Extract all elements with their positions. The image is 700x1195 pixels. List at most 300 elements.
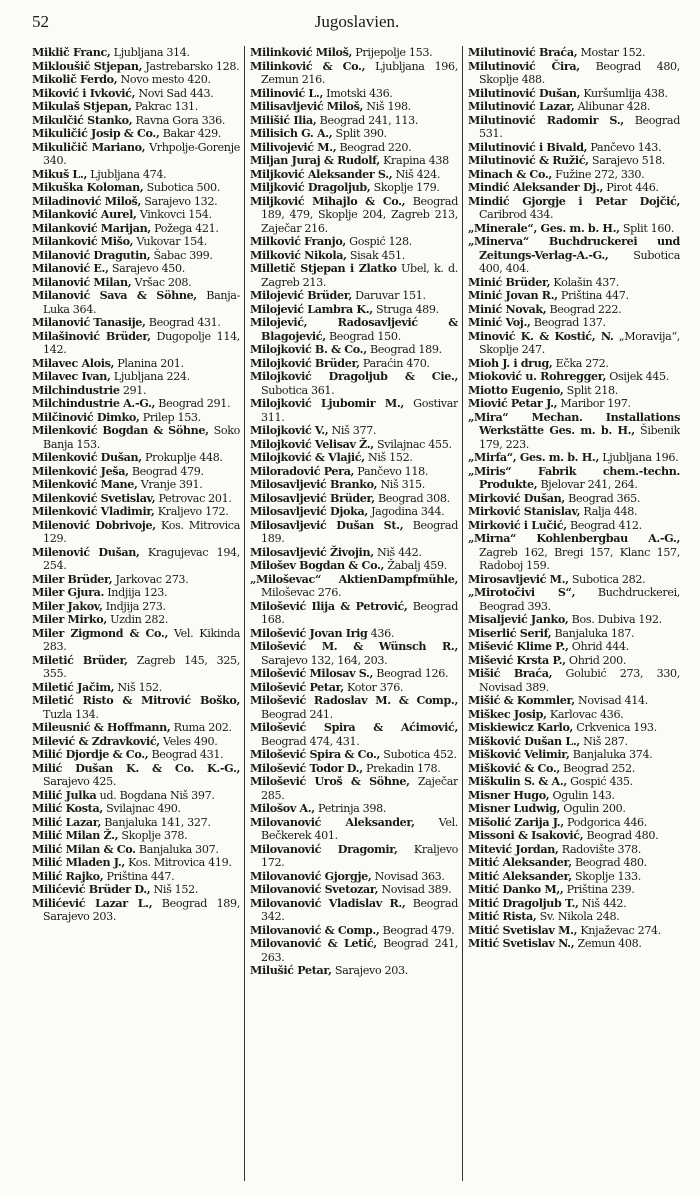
entry-name: Milojević Lambra K.,: [250, 302, 373, 316]
directory-entry: [468, 100, 680, 114]
entry-details: ud. Bogdana Niš 397.: [99, 788, 215, 802]
entry-name: Milenković Vladimir,: [32, 505, 155, 518]
entry-name: Milišić Ilia,: [250, 113, 317, 127]
entry-details: Jastrebarsko 128.: [145, 59, 240, 73]
directory-entry: [468, 532, 680, 573]
entry-name: „Mira“ Mechan. Installations Werkstätte Ges. m. b. H.,: [468, 410, 680, 437]
entry-name: Mišković Dušan L.,: [468, 734, 580, 748]
entry-name: Mišić Braća,: [468, 667, 553, 680]
entry-name: Miškec Josip,: [468, 707, 547, 721]
entry-name: Miskiewicz Karlo,: [468, 721, 574, 734]
entry-details: Buchdruckerei, Beograd 393.: [479, 586, 680, 613]
entry-details: Bos. Dubiva 192.: [571, 613, 662, 626]
entry-details: Gospić 435.: [570, 775, 633, 788]
directory-entry: [32, 46, 240, 60]
entry-name: Miladinović Miloš,: [32, 194, 142, 208]
entry-details: Imotski 436.: [326, 86, 393, 100]
entry-details: Subotica 361.: [261, 383, 335, 397]
entry-details: Novisad 363.: [374, 869, 445, 883]
directory-entry: [250, 303, 458, 317]
entry-name: Milenković Svetislav,: [32, 491, 156, 505]
entry-name: Milošević Spira & Aćimović,: [250, 721, 458, 734]
entry-name: Milovanović Vladislav R.,: [250, 896, 406, 910]
entry-name: Miović Petar J.,: [468, 397, 558, 410]
page-header: [32, 12, 682, 36]
entry-name: Milchindustrie A.-G.,: [32, 397, 156, 410]
entry-details: Sarajevo 203.: [334, 964, 408, 977]
directory-entry: [468, 816, 680, 830]
entry-details: Pančevo 143.: [590, 140, 662, 154]
directory-entry: [468, 357, 680, 371]
entry-details: Beograd 531.: [479, 113, 680, 140]
directory-entry: [250, 546, 458, 560]
entry-name: „Miloševac“ AktienDampfmühle,: [250, 572, 458, 586]
entry-details: Niš 424.: [395, 167, 441, 181]
directory-entry: [250, 559, 458, 573]
column-1: [32, 46, 240, 1181]
entry-details: Novi Sad 443.: [138, 86, 214, 100]
directory-entry: [468, 802, 680, 816]
directory-entry: [468, 330, 680, 357]
directory-entry: [250, 870, 458, 884]
directory-entry: [250, 519, 458, 546]
entry-name: Milić Lazar,: [32, 815, 102, 829]
entry-details: Mostar 152.: [580, 46, 646, 59]
entry-details: Indjija 273.: [105, 599, 166, 613]
directory-entry: [32, 681, 240, 695]
entry-details: Beograd 189, 479, Skoplje 204, Zagreb 213, Zaječar 216.: [261, 194, 458, 235]
page-number: 52: [32, 12, 49, 31]
entry-name: Mioković u. Rohregger,: [468, 370, 607, 383]
entry-name: Milosavljević Branko,: [250, 478, 378, 491]
entry-details: Beograd 431.: [151, 748, 224, 761]
directory-entry: [250, 937, 458, 964]
entry-details: Priština 447.: [106, 869, 175, 883]
entry-name: Misner Ludwig,: [468, 802, 561, 815]
entry-name: Milenović Dušan,: [32, 545, 140, 559]
entry-name: Mindić Gjorgje i Petar Dojčić,: [468, 194, 680, 208]
directory-entry: [250, 775, 458, 802]
entry-details: Sarajevo 518.: [591, 154, 665, 167]
directory-entry: [250, 235, 458, 249]
column-2: [250, 46, 458, 1181]
entry-name: Milošević Milosav S.,: [250, 667, 374, 680]
entry-details: Niš 152.: [367, 451, 413, 464]
entry-name: Milošević M. & Wünsch R.,: [250, 640, 458, 653]
directory-entry: [32, 357, 240, 371]
directory-entry: [32, 478, 240, 492]
entry-details: Karlovac 436.: [549, 707, 624, 721]
entry-details: Priština 239.: [566, 883, 635, 896]
directory-entry: [32, 694, 240, 721]
entry-details: Beograd 220.: [339, 140, 412, 154]
entry-details: Kolašin 437.: [553, 275, 619, 289]
entry-name: Miloradović Pera,: [250, 464, 355, 478]
entry-name: Milošov A.,: [250, 802, 315, 815]
directory-entry: [32, 816, 240, 830]
directory-entry: [468, 154, 680, 168]
entry-details: Kraljevo 172.: [261, 842, 458, 869]
entry-details: Skoplje 179.: [373, 181, 440, 194]
entry-name: Milošević Radoslav M. & Comp.,: [250, 694, 458, 707]
entry-name: Miljan Juraj & Rudolf,: [250, 154, 380, 167]
directory-entry: [250, 964, 458, 978]
entry-details: Kragujevac 194, 254.: [43, 545, 240, 572]
entry-name: Minović K. & Kostić, N.: [468, 329, 614, 343]
directory-entry: [468, 289, 680, 303]
entry-name: Mišković & Co.,: [468, 761, 560, 775]
entry-details: Niš 315.: [380, 478, 425, 491]
entry-details: Soko Banja 153.: [43, 424, 240, 451]
directory-entry: [468, 937, 680, 951]
entry-details: Split 390.: [335, 127, 387, 140]
directory-entry: [250, 357, 458, 371]
directory-entry: [468, 303, 680, 317]
entry-name: Milutinović Lazar,: [468, 100, 575, 113]
entry-name: Milavec Ivan,: [32, 370, 111, 383]
directory-entry: [32, 87, 240, 101]
entry-name: Miletić Risto & Mitrović Boško,: [32, 694, 240, 707]
entry-name: Mišević Krsta P.,: [468, 653, 566, 667]
entry-details: Beograd 431.: [148, 316, 221, 329]
entry-details: Beograd 189.: [369, 343, 442, 356]
entry-name: Miler Mirko,: [32, 613, 107, 626]
entry-name: Miler Jakov,: [32, 599, 103, 613]
entry-details: Daruvar 151.: [355, 289, 426, 302]
entry-name: Milenović Dobrivoje,: [32, 518, 156, 532]
entry-details: Tuzla 134.: [43, 707, 99, 721]
entry-name: Milavec Alois,: [32, 356, 115, 370]
entry-name: Milić Milan Ž.,: [32, 829, 119, 842]
directory-entry: [468, 573, 680, 587]
entry-details: Beograd 480.: [586, 829, 659, 842]
entry-name: Mirosavljević M.,: [468, 572, 569, 586]
entry-name: Milutinović Braća,: [468, 46, 578, 59]
directory-entry: [32, 897, 240, 924]
entry-details: Sisak 451.: [349, 248, 405, 262]
entry-details: Niš 377.: [331, 424, 377, 437]
entry-name: Milisavljević Miloš,: [250, 100, 364, 113]
directory-entry: [468, 586, 680, 613]
entry-name: Miljković Mihajlo & Co.,: [250, 194, 406, 208]
directory-entry: [32, 546, 240, 573]
directory-entry: [468, 195, 680, 222]
entry-name: Misaljević Janko,: [468, 613, 569, 626]
entry-details: Pakrac 131.: [134, 100, 198, 113]
entry-details: Novo mesto 420.: [120, 73, 211, 86]
directory-entry: [32, 843, 240, 857]
directory-entry: [468, 276, 680, 290]
directory-entry: [250, 60, 458, 87]
directory-columns: [32, 46, 682, 1181]
entry-details: Beograd 126.: [376, 667, 449, 680]
entry-details: Beograd 168.: [261, 599, 458, 626]
entry-details: Beograd 189.: [261, 518, 458, 545]
entry-details: Golubić 273, 330, Novisad 389.: [479, 667, 680, 694]
entry-details: Vel. Kikinda 283.: [43, 626, 240, 653]
directory-entry: [468, 316, 680, 330]
directory-entry: [468, 667, 680, 694]
directory-entry: [250, 897, 458, 924]
entry-details: Beograd 241, 113.: [319, 113, 419, 127]
entry-details: Dugopolje 114, 142.: [43, 329, 240, 356]
entry-details: Vranje 391.: [140, 478, 203, 491]
entry-name: Milchindustrie: [32, 383, 120, 397]
directory-entry: [250, 694, 458, 721]
entry-details: Priština 447.: [560, 289, 629, 302]
entry-details: Prijepolje 153.: [355, 46, 433, 59]
entry-name: Milić Rajko,: [32, 869, 104, 883]
directory-entry: [32, 127, 240, 141]
entry-details: Vrhpolje-Gorenje 340.: [43, 140, 240, 167]
entry-name: Milosavljević Dušan St.,: [250, 518, 404, 532]
directory-entry: [468, 762, 680, 776]
directory-entry: [468, 829, 680, 843]
directory-entry: [468, 843, 680, 857]
entry-name: Milić Kosta,: [32, 802, 103, 815]
directory-entry: [468, 870, 680, 884]
entry-name: Mitić Dragoljub T.,: [468, 896, 579, 910]
entry-details: Niš 152.: [153, 883, 199, 896]
entry-name: Miserlić Serif,: [468, 626, 552, 640]
entry-details: Bjelovar 241, 264.: [540, 478, 638, 491]
directory-entry: [250, 924, 458, 938]
entry-name: Milić Julka: [32, 788, 97, 802]
directory-entry: [468, 694, 680, 708]
directory-entry: [32, 424, 240, 451]
entry-details: Svilajnac 455.: [377, 437, 452, 451]
entry-name: Mikuška Koloman,: [32, 181, 144, 194]
entry-details: Niš 287.: [583, 734, 628, 748]
entry-name: Mindić Aleksander Dj.,: [468, 181, 603, 194]
entry-details: Jarkovac 273.: [115, 572, 189, 586]
directory-entry: [250, 424, 458, 438]
entry-name: Mitić Danko M,,: [468, 883, 564, 896]
entry-details: Zemun 408.: [577, 937, 642, 950]
directory-entry: [32, 721, 240, 735]
entry-name: Milojković V.,: [250, 424, 329, 437]
entry-details: Maribor 197.: [560, 397, 631, 410]
directory-entry: [250, 478, 458, 492]
entry-name: Milletič Stjepan i Zlatko: [250, 262, 397, 275]
directory-entry: [32, 60, 240, 74]
directory-entry: [32, 249, 240, 263]
directory-entry: [32, 168, 240, 182]
directory-entry: [468, 640, 680, 654]
entry-name: Mikulčić Stanko,: [32, 113, 133, 127]
entry-details: Ubel, k. d. Zagreb 213.: [261, 262, 458, 289]
entry-name: Milošević Petar,: [250, 680, 344, 694]
directory-entry: [468, 222, 680, 236]
entry-details: Beograd 222.: [549, 302, 622, 316]
entry-name: „Minerale“, Ges. m. b. H.,: [468, 221, 620, 235]
directory-entry: [250, 573, 458, 600]
directory-entry: [468, 87, 680, 101]
entry-name: Milosavljević Djoka,: [250, 505, 368, 518]
entry-details: Skoplje 378.: [121, 829, 188, 842]
directory-entry: [250, 721, 458, 748]
directory-entry: [32, 789, 240, 803]
entry-name: Milinković Miloš,: [250, 46, 353, 59]
entry-details: Sarajevo 132, 164, 203.: [261, 653, 388, 667]
entry-details: Beograd 365.: [568, 491, 641, 505]
directory-entry: [32, 748, 240, 762]
entry-details: Prokuplje 448.: [144, 451, 223, 464]
entry-details: Beograd 412.: [569, 518, 642, 532]
entry-name: Milojković Brüder,: [250, 356, 360, 370]
entry-name: Milković Franjo,: [250, 235, 346, 248]
directory-entry: [250, 762, 458, 776]
directory-entry: [250, 465, 458, 479]
entry-details: Paraćin 470.: [362, 356, 430, 370]
entry-name: Milojković Ljubomir M.,: [250, 397, 404, 410]
entry-details: Veles 490.: [163, 734, 218, 748]
entry-details: Subotica 282.: [571, 572, 646, 586]
directory-entry: [468, 60, 680, 87]
directory-entry: [32, 397, 240, 411]
entry-name: Milević & Zdravković,: [32, 734, 160, 748]
directory-entry: [250, 802, 458, 816]
entry-details: Bakar 429.: [162, 127, 222, 140]
directory-entry: [250, 168, 458, 182]
directory-entry: [250, 627, 458, 641]
entry-details: Miloševac 276.: [261, 586, 342, 599]
entry-details: Kos. Mitrovica 129.: [43, 518, 240, 545]
directory-entry: [468, 505, 680, 519]
directory-entry: [250, 883, 458, 897]
entry-name: Minić Novak,: [468, 302, 547, 316]
entry-name: Milenković Mane,: [32, 478, 138, 491]
entry-details: Caribrod 434.: [479, 208, 554, 221]
entry-name: Milosavljević Brüder,: [250, 491, 375, 505]
entry-name: „Miris“ Fabrik chem.-techn. Produkte,: [468, 464, 680, 491]
directory-entry: [468, 856, 680, 870]
entry-name: Milanković Mišo,: [32, 235, 134, 248]
directory-entry: [32, 235, 240, 249]
entry-details: Beograd 474, 431.: [261, 734, 360, 748]
entry-name: Minić Voj.,: [468, 316, 531, 329]
directory-entry: [468, 451, 680, 465]
entry-details: Beograd 308.: [377, 491, 450, 505]
entry-name: Milovanović Aleksander,: [250, 815, 415, 829]
directory-entry: [250, 438, 458, 452]
directory-entry: [32, 222, 240, 236]
entry-name: Milanović E.,: [32, 262, 109, 275]
directory-entry: [32, 505, 240, 519]
entry-details: Novisad 389.: [381, 883, 452, 896]
entry-name: Milivojević M.,: [250, 140, 337, 154]
directory-entry: [32, 411, 240, 425]
entry-details: Ravna Gora 336.: [135, 113, 226, 127]
entry-details: Subotica 500.: [146, 181, 220, 194]
directory-entry: [250, 316, 458, 343]
directory-entry: [250, 181, 458, 195]
entry-name: Milenković Bogdan & Söhne,: [32, 424, 209, 437]
entry-details: Ralja 448.: [583, 505, 638, 518]
directory-entry: [468, 397, 680, 411]
directory-entry: [468, 181, 680, 195]
entry-details: Beograd 342.: [261, 896, 458, 923]
column-3: [468, 46, 680, 1181]
entry-name: Milković Nikola,: [250, 248, 347, 262]
directory-entry: [468, 46, 680, 60]
entry-details: Knjaževac 274.: [580, 923, 661, 937]
entry-details: Ogulin 200.: [563, 802, 626, 815]
column-divider-2: [462, 46, 463, 1181]
entry-name: Milošević Uroš & Söhne,: [250, 775, 410, 788]
entry-details: Niš 442.: [581, 896, 627, 910]
directory-entry: [32, 276, 240, 290]
directory-entry: [32, 802, 240, 816]
entry-details: Kos. Mitrovica 419.: [128, 856, 232, 869]
entry-details: Prilep 153.: [142, 410, 201, 424]
directory-entry: [32, 370, 240, 384]
entry-details: Pančevo 118.: [357, 464, 429, 478]
entry-details: Sarajevo 132.: [144, 194, 218, 208]
entry-name: „Mirotočivi S“,: [468, 586, 576, 599]
entry-name: Miotto Eugenio,: [468, 383, 564, 397]
entry-details: Ljubljana 196, Zemun 216.: [261, 59, 458, 86]
entry-details: Petrovac 201.: [158, 491, 232, 505]
directory-entry: [250, 262, 458, 289]
entry-name: Mikolič Ferdo,: [32, 73, 118, 86]
directory-entry: [250, 46, 458, 60]
directory-entry: [32, 600, 240, 614]
directory-entry: [250, 289, 458, 303]
entry-name: Milovanović & Comp.,: [250, 923, 380, 937]
entry-name: Milić Djordje & Co.,: [32, 748, 149, 761]
directory-entry: [32, 856, 240, 870]
entry-details: Prekadin 178.: [365, 761, 441, 775]
entry-name: Mikuš L.,: [32, 167, 87, 181]
entry-name: Milojković Velisav Ž.,: [250, 437, 374, 451]
directory-entry: [32, 330, 240, 357]
entry-name: Miković i Ivković,: [32, 86, 136, 100]
directory-entry: [468, 384, 680, 398]
entry-name: Milutinović Čira,: [468, 59, 580, 73]
entry-name: Mitić Svetislav M.,: [468, 923, 578, 937]
entry-name: Milenković Dušan,: [32, 451, 142, 464]
entry-name: Milanović Sava & Söhne,: [32, 289, 197, 302]
entry-details: Fužine 272, 330.: [555, 167, 645, 181]
entry-details: Crkvenica 193.: [576, 721, 657, 734]
entry-name: Misner Hugo,: [468, 788, 550, 802]
entry-name: Milčinović Dimko,: [32, 410, 140, 424]
directory-entry: [32, 492, 240, 506]
entry-details: Subotica 452.: [383, 748, 457, 761]
directory-entry: [32, 316, 240, 330]
directory-entry: [32, 195, 240, 209]
entry-name: Milošević Todor D.,: [250, 761, 363, 775]
entry-details: Vel. Bečkerek 401.: [261, 815, 458, 842]
entry-name: Mikloušič Stjepan,: [32, 59, 143, 73]
entry-name: Milosavljević Živojin,: [250, 545, 374, 559]
entry-name: Milutinović i Bivald,: [468, 140, 588, 154]
directory-entry: [468, 654, 680, 668]
entry-name: Milojković B. & Co.,: [250, 343, 367, 356]
entry-name: Mitić Svetislav N.,: [468, 937, 575, 950]
page-title: Jugoslavien.: [314, 12, 400, 31]
entry-details: Beograd 291.: [158, 397, 231, 410]
entry-name: Milašinović Brüder,: [32, 329, 151, 343]
directory-entry: [32, 465, 240, 479]
entry-name: Mikuličić Josip & Co.,: [32, 127, 160, 140]
entry-details: Zagreb 162, Bregi 157, Klanc 157, Radoboj 159.: [479, 545, 680, 572]
entry-details: Pirot 446.: [606, 181, 659, 194]
entry-details: Osijek 445.: [609, 370, 669, 383]
entry-name: Miljković Dragoljub,: [250, 181, 371, 194]
entry-name: Minach & Co.,: [468, 167, 552, 181]
